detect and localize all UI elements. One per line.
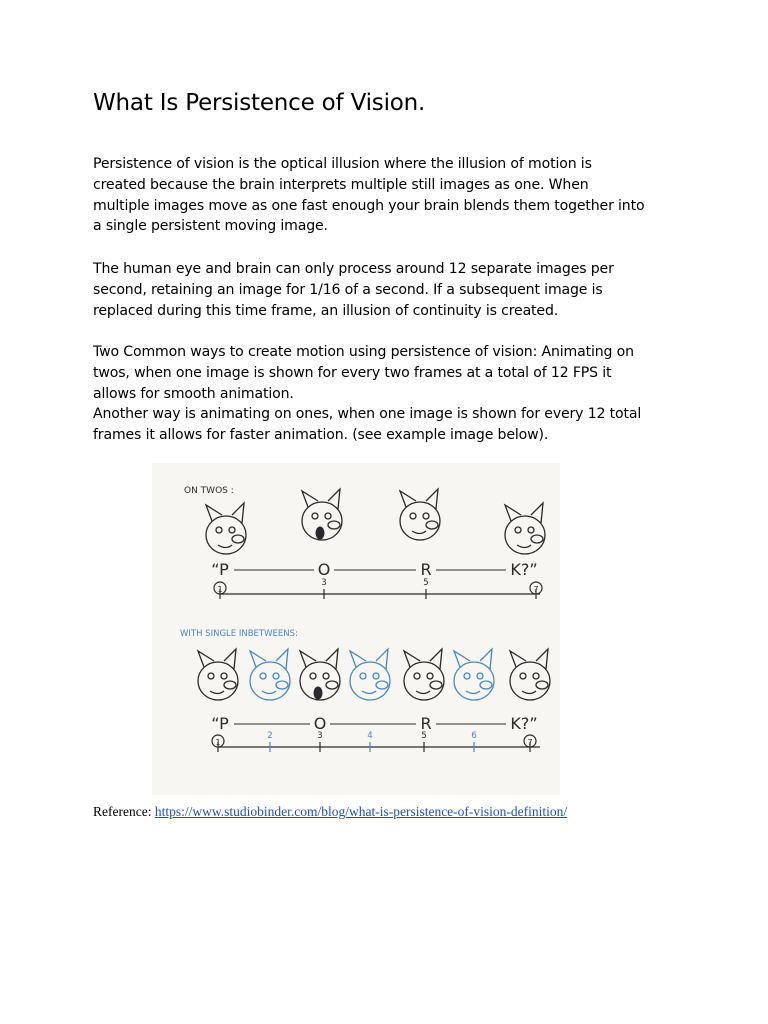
line: a single persistent moving image. bbox=[93, 218, 328, 235]
bottom-letters bbox=[211, 714, 537, 733]
line: multiple images move as one fast enough your brain blends them together into bbox=[93, 197, 645, 214]
pig-eye-right bbox=[373, 673, 379, 679]
letter-label: K?” bbox=[510, 714, 538, 733]
pig-ear-left bbox=[505, 505, 521, 521]
pig-snout bbox=[328, 521, 340, 529]
line: created because the brain interprets multiple still images as one. When bbox=[93, 176, 589, 193]
pig-snout bbox=[426, 521, 438, 529]
pig-snout bbox=[376, 681, 388, 689]
line: second, retaining an image for 1/16 of a second. If a subsequent image is bbox=[93, 281, 603, 298]
frame-number: 2 bbox=[267, 731, 273, 741]
frame-number: 7 bbox=[533, 585, 539, 594]
pig-snout bbox=[232, 535, 244, 543]
frame-number: 7 bbox=[527, 738, 533, 747]
pig-eye-right bbox=[533, 673, 539, 679]
pig-face bbox=[300, 649, 340, 700]
pig-face bbox=[302, 489, 342, 540]
pig-mouth bbox=[416, 691, 430, 694]
pig-ear-left bbox=[302, 491, 318, 507]
pig-snout bbox=[224, 681, 236, 689]
pig-ear-left bbox=[510, 651, 526, 667]
pig-eye-left bbox=[360, 673, 366, 679]
frame-number: 1 bbox=[215, 738, 221, 747]
pig-snout bbox=[430, 681, 442, 689]
pig-ear-left bbox=[400, 491, 416, 507]
pig-eye-left bbox=[310, 673, 316, 679]
pig-mouth bbox=[362, 691, 376, 694]
pig-eye-right bbox=[221, 673, 227, 679]
pig-eye-right bbox=[427, 673, 433, 679]
pig-snout bbox=[480, 681, 492, 689]
pig-ear-left bbox=[454, 651, 470, 667]
pig-face bbox=[505, 503, 545, 554]
line: The human eye and brain can only process around 12 separate images per bbox=[93, 261, 614, 277]
pig-ear-left bbox=[198, 651, 214, 667]
pig-mouth bbox=[517, 545, 531, 548]
pig-eye-right bbox=[477, 673, 483, 679]
line: twos, when one image is shown for every two frames at a total of 12 FPS it bbox=[93, 364, 612, 381]
frame-number: 6 bbox=[471, 731, 477, 741]
page-title: What Is Persistence of Vision. bbox=[93, 90, 426, 116]
letter-label: O bbox=[317, 560, 331, 579]
pig-eye-right bbox=[423, 513, 429, 519]
frame-number: 4 bbox=[367, 731, 373, 741]
frame-number: 3 bbox=[317, 731, 323, 741]
pig-snout bbox=[276, 681, 288, 689]
paragraph-twos bbox=[93, 342, 693, 404]
paragraph-eye-brain bbox=[93, 259, 693, 321]
pig-ear-left bbox=[300, 651, 316, 667]
frame-number: 3 bbox=[321, 578, 327, 588]
letter-label: R bbox=[420, 560, 432, 579]
frame-number: 1 bbox=[217, 585, 223, 594]
pig-mouth bbox=[262, 691, 276, 694]
reference-line bbox=[93, 804, 567, 820]
line: frames it allows for faster animation. (see example image below). bbox=[93, 426, 549, 443]
reference-link[interactable]: https://www.studiobinder.com/blog/what-is-persistence-of-vision-definition/ bbox=[154, 804, 568, 819]
line: Persistence of vision is the optical illusion where the illusion of motion is bbox=[93, 156, 592, 172]
pig-ear-left bbox=[350, 651, 366, 667]
pig-mouth bbox=[522, 691, 536, 694]
pig-ear-left bbox=[250, 651, 266, 667]
pig-eye-right bbox=[323, 673, 329, 679]
pig-eye-left bbox=[216, 527, 222, 533]
reference-label: Reference: bbox=[93, 804, 152, 819]
pig-snout bbox=[531, 535, 543, 543]
letter-label: O bbox=[313, 714, 327, 733]
pig-mouth bbox=[316, 527, 324, 539]
pig-eye-left bbox=[208, 673, 214, 679]
pig-eye-left bbox=[410, 513, 416, 519]
top-faces bbox=[206, 489, 545, 554]
pig-ear-left bbox=[206, 505, 222, 521]
pig-mouth bbox=[314, 687, 322, 699]
pig-snout bbox=[326, 681, 338, 689]
line: replaced during this time frame, an illusion of continuity is created. bbox=[93, 302, 559, 319]
animation-illustration bbox=[152, 463, 560, 795]
pig-eye-left bbox=[312, 513, 318, 519]
line: Another way is animating on ones, when one image is shown for every 12 total bbox=[93, 406, 642, 422]
frame-number: 5 bbox=[423, 578, 429, 588]
pig-face bbox=[206, 503, 246, 554]
pig-eye-left bbox=[520, 673, 526, 679]
pig-mouth bbox=[210, 691, 224, 694]
pig-face bbox=[400, 489, 440, 540]
caption-on-twos: ON TWOS : bbox=[184, 486, 234, 496]
pig-snout bbox=[536, 681, 548, 689]
letter-label: K?” bbox=[510, 560, 538, 579]
pig-eye-left bbox=[260, 673, 266, 679]
letter-label: R bbox=[420, 714, 432, 733]
pig-face bbox=[350, 649, 390, 700]
pig-face bbox=[510, 649, 550, 700]
letter-label: “P bbox=[211, 714, 229, 733]
top-letters bbox=[211, 560, 537, 579]
bottom-timeline bbox=[212, 731, 540, 752]
paragraph-definition bbox=[93, 154, 693, 237]
illustration-svg bbox=[152, 463, 560, 795]
pig-eye-left bbox=[414, 673, 420, 679]
paragraph-ones bbox=[93, 404, 693, 446]
pig-eye-left bbox=[515, 527, 521, 533]
frame-number: 5 bbox=[421, 731, 427, 741]
line: Two Common ways to create motion using persistence of vision: Animating on bbox=[93, 344, 634, 360]
letter-label: “P bbox=[211, 560, 229, 579]
pig-eye-right bbox=[325, 513, 331, 519]
pig-eye-right bbox=[528, 527, 534, 533]
pig-face bbox=[198, 649, 238, 700]
caption-single-inbetweens: WITH SINGLE INBETWEENS: bbox=[180, 629, 298, 639]
pig-face bbox=[404, 649, 444, 700]
pig-eye-right bbox=[273, 673, 279, 679]
bottom-faces bbox=[198, 649, 550, 700]
pig-face bbox=[250, 649, 290, 700]
pig-ear-left bbox=[404, 651, 420, 667]
pig-mouth bbox=[218, 545, 232, 548]
pig-eye-right bbox=[229, 527, 235, 533]
pig-face bbox=[454, 649, 494, 700]
pig-mouth bbox=[466, 691, 480, 694]
top-timeline bbox=[214, 578, 542, 599]
line: allows for smooth animation. bbox=[93, 385, 294, 402]
pig-mouth bbox=[412, 531, 426, 534]
pig-eye-left bbox=[464, 673, 470, 679]
